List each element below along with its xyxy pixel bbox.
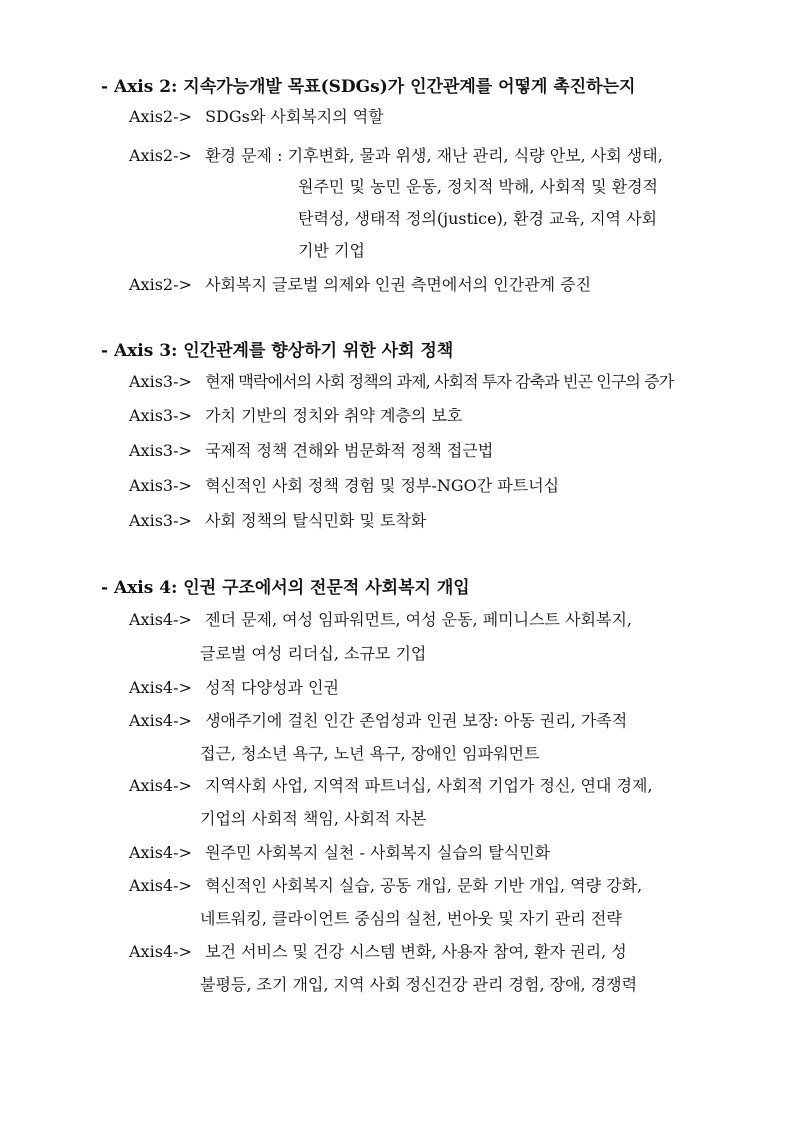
axis4-item-7-cont: 불평등, 조기 개입, 지역 사회 정신건강 관리 경험, 장애, 경쟁력	[200, 975, 638, 994]
axis4-item-prefix: Axis4->	[129, 942, 192, 961]
axis4-item-6	[129, 875, 642, 897]
axis3-item-prefix: Axis3->	[129, 372, 192, 391]
axis4-item-text: 성적 다양성과 인권	[205, 678, 339, 697]
axis4-item-2	[129, 677, 339, 699]
axis4-item-1	[129, 609, 632, 631]
axis3-item-text: 국제적 정책 견해와 범문화적 정책 접근법	[205, 441, 494, 460]
axis4-item-text: 혁신적인 사회복지 실습, 공동 개입, 문화 기반 개입, 역량 강화,	[205, 876, 643, 895]
axis2-item-3	[129, 274, 591, 296]
axis2-item-prefix: Axis2->	[129, 146, 192, 165]
axis4-item-5	[129, 842, 550, 864]
axis3-heading: - Axis 3: 인간관계를 향상하기 위한 사회 정책	[101, 341, 454, 361]
axis3-item-2	[129, 405, 462, 427]
axis3-item-text: 사회 정책의 탈식민화 및 토착화	[205, 511, 427, 530]
axis4-item-prefix: Axis4->	[129, 711, 192, 730]
axis2-item-text: 환경 문제 : 기후변화, 물과 위생, 재난 관리, 식량 안보, 사회 생태,	[205, 146, 663, 165]
axis4-heading: - Axis 4: 인권 구조에서의 전문적 사회복지 개입	[101, 578, 470, 598]
axis3-item-4	[129, 475, 559, 497]
axis3-item-prefix: Axis3->	[129, 441, 192, 460]
axis4-item-text: 젠더 문제, 여성 임파워먼트, 여성 운동, 페미니스트 사회복지,	[205, 610, 632, 629]
axis3-item-5	[129, 510, 426, 532]
axis3-item-prefix: Axis3->	[129, 476, 192, 495]
axis3-item-prefix: Axis3->	[129, 406, 192, 425]
axis2-item-text: SDGs와 사회복지의 역할	[205, 107, 384, 126]
axis4-item-text: 원주민 사회복지 실천 - 사회복지 실습의 탈식민화	[205, 843, 551, 862]
axis2-item-prefix: Axis2->	[129, 107, 192, 126]
axis4-item-prefix: Axis4->	[129, 610, 192, 629]
axis3-item-3	[129, 440, 493, 462]
axis3-item-text: 가치 기반의 정치와 취약 계층의 보호	[205, 406, 463, 425]
axis4-item-6-cont: 네트워킹, 클라이언트 중심의 실천, 번아웃 및 자기 관리 전략	[200, 909, 622, 928]
axis4-item-prefix: Axis4->	[129, 776, 192, 795]
axis2-item-2-cont-2: 탄력성, 생태적 정의(justice), 환경 교육, 지역 사회	[298, 209, 658, 228]
axis2-item-1	[129, 106, 384, 128]
axis2-item-2-cont-1: 원주민 및 농민 운동, 정치적 박해, 사회적 및 환경적	[298, 177, 658, 196]
axis4-item-7	[129, 941, 627, 963]
axis3-item-prefix: Axis3->	[129, 511, 192, 530]
axis2-item-prefix: Axis2->	[129, 275, 192, 294]
axis4-item-text: 생애주기에 걸친 인간 존엄성과 인권 보장: 아동 권리, 가족적	[205, 711, 628, 730]
axis2-heading: - Axis 2: 지속가능개발 목표(SDGs)가 인간관계를 어떻게 촉진하는지	[101, 77, 636, 97]
axis2-item-2	[129, 145, 663, 167]
axis4-item-1-cont: 글로벌 여성 리더십, 소규모 기업	[200, 644, 427, 663]
axis2-item-2-cont-3: 기반 기업	[298, 241, 365, 260]
axis3-item-1	[129, 371, 673, 393]
axis4-item-prefix: Axis4->	[129, 843, 192, 862]
axis4-item-text: 보건 서비스 및 건강 시스템 변화, 사용자 참여, 환자 권리, 성	[205, 942, 627, 961]
axis4-item-prefix: Axis4->	[129, 678, 192, 697]
axis4-item-4	[129, 775, 653, 797]
axis4-item-text: 지역사회 사업, 지역적 파트너십, 사회적 기업가 정신, 연대 경제,	[205, 776, 653, 795]
axis4-item-3	[129, 710, 627, 732]
axis2-item-text: 사회복지 글로벌 의제와 인권 측면에서의 인간관계 증진	[205, 275, 592, 294]
axis4-item-prefix: Axis4->	[129, 876, 192, 895]
axis3-item-text: 혁신적인 사회 정책 경험 및 정부-NGO간 파트너십	[205, 476, 560, 495]
axis3-item-text: 현재 맥락에서의 사회 정책의 과제, 사회적 투자 감축과 빈곤 인구의 증가	[205, 372, 674, 391]
axis4-item-3-cont: 접근, 청소년 욕구, 노년 욕구, 장애인 임파워먼트	[200, 744, 540, 763]
axis4-item-4-cont: 기업의 사회적 책임, 사회적 자본	[200, 809, 427, 828]
